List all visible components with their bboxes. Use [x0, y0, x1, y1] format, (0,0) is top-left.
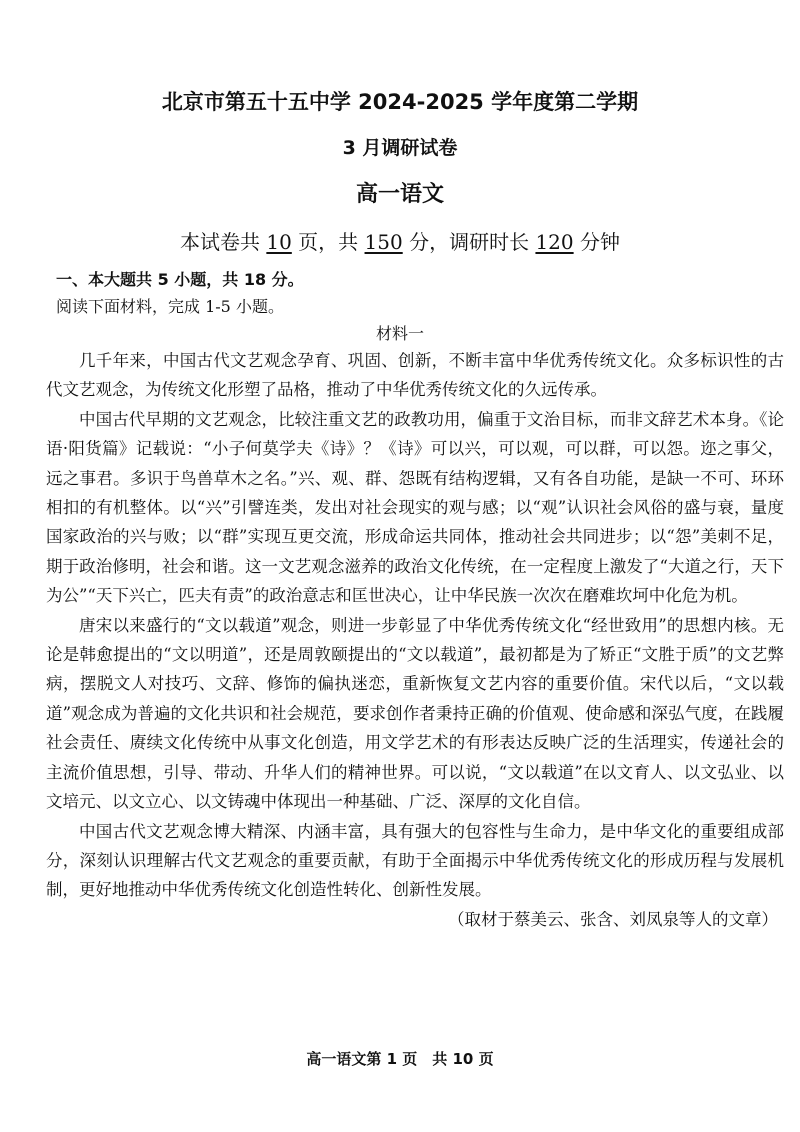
duration: 120 [535, 230, 574, 254]
passage-paragraph-2: 中国古代早期的文艺观念，比较注重文艺的政教功用，偏重于文治目标，而非文辞艺术本身。《论语·阳货篇》记载说：“小子何莫学夫《诗》？《诗》可以兴，可以观，可以群，可以怨。迩之事父，远之事君。多识于鸟兽草木之名。”兴、观、群、怨既有结构逻辑，又有各自功能，是缺一不可、环环相扣的有机整体。以“兴”引譬连类，发出对社会现实的观与感；以“观”认识社会风俗的盛与衰，量度国家政治的兴与败；以“群”实现互更交流，形成命运共同体，推动社会共同进步；以“怨”美刺不足，期于政治修明，社会和谐。这一文艺观念滋养的政治文化传统，在一定程度上激发了“大道之行，天下为公”“天下兴亡，匹夫有责”的政治意志和匡世决心，让中华民族一次次在磨难坎坷中化危为机。 [46, 409, 784, 606]
page-footer: 高一语文第 1 页 共 10 页 [306, 1050, 494, 1068]
passage-paragraph-3: 唐宋以来盛行的“文以载道”观念，则进一步彰显了中华优秀传统文化“经世致用”的思想内核。无论是韩愈提出的“文以明道”，还是周敦颐提出的“文以载道”，最初都是为了矫正“文胜于质”的文艺弊病，摆脱文人对技巧、文辞、修饰的偏执迷恋，重新恢复文艺内容的重要价值。宋代以后，“文以载道”观念成为普遍的文化共识和社会规范，要求创作者秉持正确的价值观、使命感和深弘气度，在践履社会责任、赓续文化传统中从事文化创造，用文学艺术的有形表达反映广泛的生活理实，传递社会的主流价值思想，引导、带动、升华人们的精神世界。可以说，“文以载道”在以文育人、以文弘业、以文培元、以文立心、以文铸魂中体现出一种基础、广泛、深厚的文化自信。 [46, 615, 784, 812]
info-suffix: 分钟 [573, 230, 620, 254]
material-title: 材料一 [375, 324, 424, 343]
subject-title: 高一语文 [355, 182, 444, 207]
passage-paragraph-4: 中国古代文艺观念博大精深、内涵丰富，具有强大的包容性与生命力，是中华文化的重要组成部分，深刻认识理解古代文艺观念的重要贡献，有助于全面揭示中华优秀传统文化的形成历程与发展机制，更好地推动中华优秀传统文化创造性转化、创新性发展。 [46, 821, 784, 900]
info-text-2: 分，调研时长 [402, 230, 536, 254]
passage [46, 346, 784, 934]
exam-info-line [0, 226, 800, 255]
section-heading: 一、本大题共 5 小题，共 18 分。 [56, 270, 304, 289]
exam-title: 3 月调研试卷 [342, 137, 458, 159]
source-citation: （取材于蔡美云、张含、刘凤泉等人的文章） [448, 909, 778, 929]
info-text-1: 页，共 [291, 230, 365, 254]
school-title: 北京市第五十五中学 2024-2025 学年度第二学期 [161, 90, 639, 114]
info-prefix: 本试卷共 [180, 230, 267, 254]
total-score: 150 [364, 230, 403, 254]
passage-paragraph-1: 几千年来，中国古代文艺观念孕育、巩固、创新，不断丰富中华优秀传统文化。众多标识性的古代文艺观念，为传统文化形塑了品格，推动了中华优秀传统文化的久远传承。 [46, 351, 784, 400]
page-count: 10 [266, 230, 292, 254]
section-instruction: 阅读下面材料，完成 1-5 小题。 [56, 297, 284, 316]
